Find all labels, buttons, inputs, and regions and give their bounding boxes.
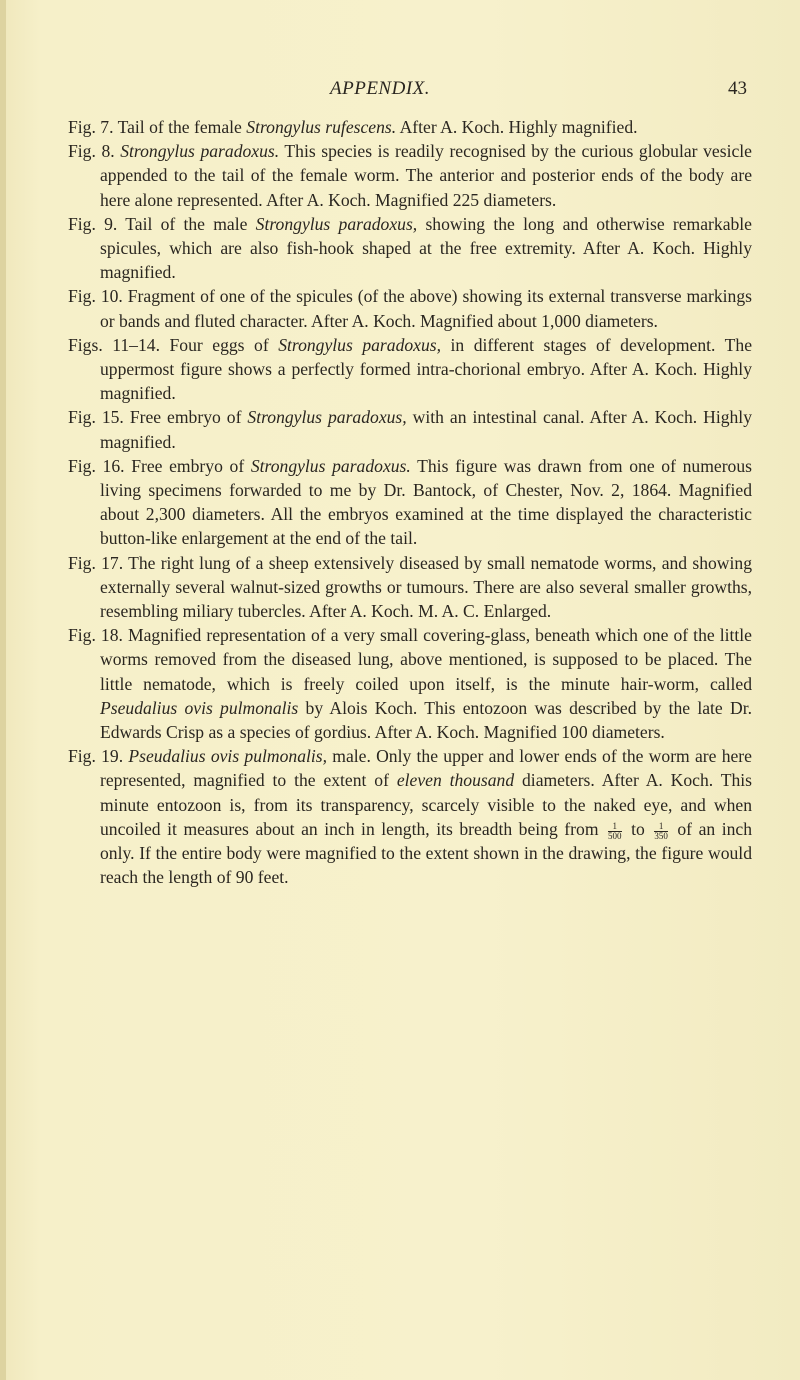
italic-text: eleven thousand — [396, 770, 515, 791]
page-header — [0, 78, 800, 108]
caption-text: showing the long and otherwise remarkable spicules, which are also fish-hook shaped at the free extremity. After A. Koch. Highly magnified. — [100, 213, 752, 283]
fraction-denominator: 350 — [654, 830, 668, 841]
figure-label: Fig. 17. — [68, 552, 124, 573]
caption-text: to — [624, 818, 652, 839]
caption-text: After A. Koch. Highly magnified. — [396, 117, 638, 137]
figure-label: Fig. 8. — [68, 141, 115, 162]
figure-caption — [68, 623, 752, 744]
fraction-numerator: 1 — [654, 822, 668, 832]
page-number: 43 — [728, 78, 747, 99]
caption-text: male. Only the upper and lower ends of the worm are here represented, magnified to the extent of — [100, 746, 752, 791]
figure-caption — [68, 454, 752, 551]
caption-text: This figure was drawn from one of numerous living specimens forwarded to me by Dr. Bantock, of Chester, Nov. 2, 1864. Magnified about 2,300 diameters. All the embryos examined at the time displayed the characteristic button-like enlargement at the end of the tail. — [100, 455, 752, 549]
figure-label: Fig. 9. — [68, 213, 118, 234]
figure-label: Fig. 19. — [68, 746, 124, 767]
italic-text: Strongylus paradoxus, — [255, 213, 418, 234]
figure-label: Fig. 18. — [68, 625, 123, 646]
figure-caption — [68, 284, 752, 332]
caption-text: Magnified representation of a very small covering-glass, beneath which one of the little worms removed from the diseased lung, above mentioned, is supposed to be placed. The little nematode, which is freely coiled upon itself, is the minute hair-worm, called — [100, 625, 752, 694]
fraction-denominator: 500 — [608, 830, 622, 841]
fraction — [654, 822, 668, 841]
figure-caption — [68, 333, 752, 406]
caption-text: Tail of the female — [117, 117, 247, 137]
figure-caption — [68, 744, 752, 889]
italic-text: Strongylus paradoxus, — [247, 407, 407, 428]
fraction-numerator: 1 — [608, 822, 622, 832]
caption-text: with an intestinal canal. After A. Koch. Highly magnified. — [100, 407, 752, 452]
caption-text: of an inch only. If the entire body were magnified to the extent shown in the drawing, the figure would reach the length of 90 feet. — [100, 818, 753, 888]
figure-label: Figs. 11–14. — [68, 334, 160, 355]
caption-text: Free embryo of — [131, 455, 251, 476]
caption-text: This species is readily recognised by the curious globular vesicle appended to the tail of the female worm. The anterior and posterior ends of the body are here alone represented. After A. Koch. Magnified 225 diameters. — [100, 141, 752, 210]
italic-text: Strongylus paradoxus. — [120, 141, 280, 162]
italic-text: Strongylus paradoxus. — [250, 455, 411, 476]
caption-text: Four eggs of — [169, 334, 279, 355]
caption-text: The right lung of a sheep extensively diseased by small nematode worms, and showing externally several walnut-sized growths or tumours. There are also several smaller growths, resembling miliary tubercles. After A. Koch. M. A. C. Enlarged. — [100, 552, 752, 622]
figure-caption — [68, 115, 752, 139]
caption-text: by Alois Koch. This entozoon was described by the late Dr. Edwards Crisp as a species of gordius. After A. Koch. Magnified 100 diameters. — [100, 697, 752, 743]
running-title: APPENDIX. — [330, 78, 431, 99]
caption-text: in different stages of development. The uppermost figure shows a perfectly formed intra-chorional embryo. After A. Koch. Highly magnified. — [100, 334, 753, 404]
figure-captions-list — [68, 115, 752, 890]
figure-label: Fig. 16. — [68, 455, 125, 476]
figure-label: Fig. 15. — [68, 407, 124, 428]
figure-caption — [68, 139, 752, 212]
fraction — [608, 822, 622, 841]
caption-text: Free embryo of — [129, 407, 248, 428]
caption-text: Tail of the male — [125, 213, 256, 234]
figure-caption — [68, 212, 752, 285]
page-edge — [0, 0, 6, 1380]
figure-caption — [68, 551, 752, 624]
caption-text: diameters. After A. Koch. This minute entozoon is, from its transparency, scarcely visible to the naked eye, and when uncoiled it measures about an inch in length, its breadth being from — [100, 770, 753, 839]
italic-text: Pseudalius ovis pulmonalis, — [128, 746, 328, 767]
figure-label: Fig. 10. — [68, 286, 123, 307]
figure-caption — [68, 405, 752, 453]
italic-text: Pseudalius ovis pulmonalis — [100, 697, 299, 718]
figure-label: Fig. 7. — [68, 117, 114, 137]
caption-text: Fragment of one of the spicules (of the above) showing its external transverse markings or bands and fluted character. After A. Koch. Magnified about 1,000 diameters. — [100, 286, 752, 331]
italic-text: Strongylus rufescens. — [246, 117, 397, 137]
italic-text: Strongylus paradoxus, — [278, 334, 442, 355]
